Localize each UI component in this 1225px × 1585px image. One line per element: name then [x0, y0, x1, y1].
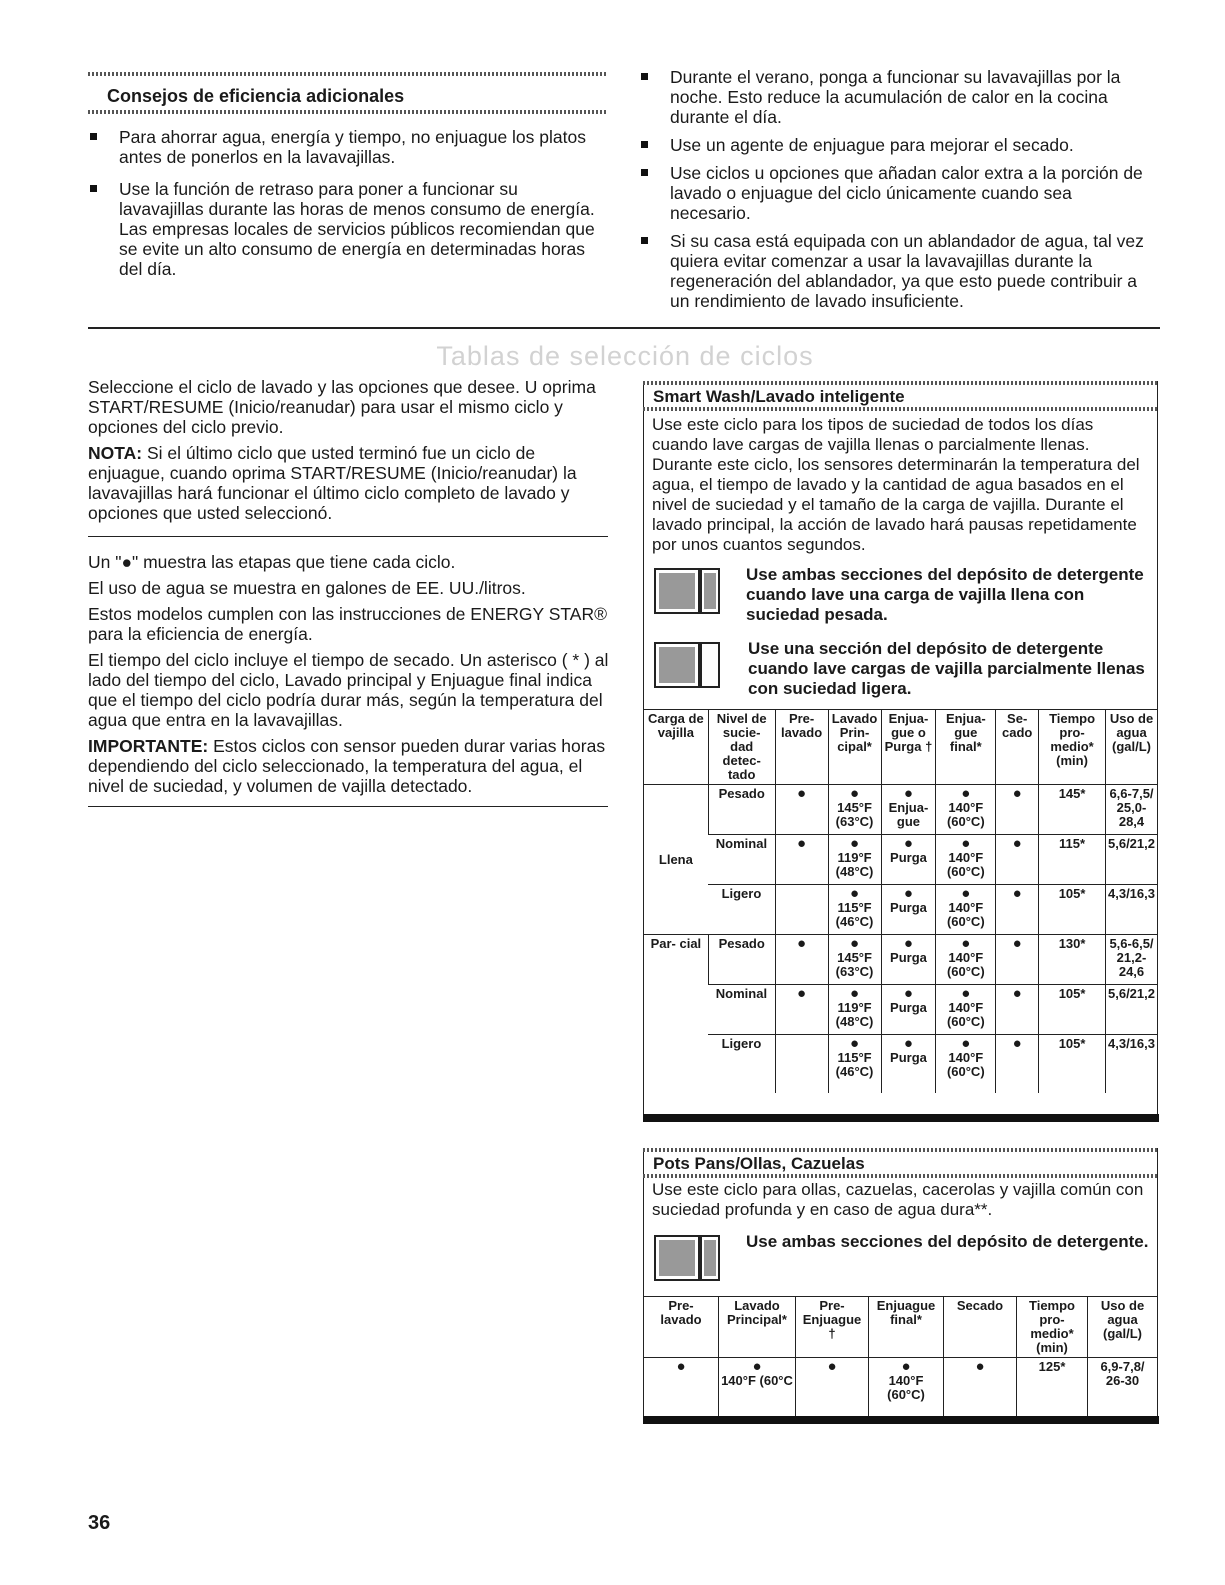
col-header: Tiempo pro- medio* (min) [1017, 1297, 1088, 1358]
cell-level: Ligero [708, 885, 775, 935]
col-header: Pre- lavado [775, 710, 828, 785]
cell-time: 125* [1017, 1358, 1088, 1420]
smart-wash-title: Smart Wash/Lavado inteligente [653, 387, 905, 406]
cell-temp: 119°F (48°C) [835, 850, 874, 879]
nota-paragraph [88, 443, 613, 523]
cell-final [936, 1035, 996, 1093]
cell-water: 6,9-7,8/ 26-30 [1088, 1358, 1158, 1420]
smart-note-1 [644, 555, 1157, 625]
legend-column [88, 552, 613, 802]
smart-wash-table [644, 709, 1157, 1093]
cell-final [936, 985, 996, 1035]
cell-rinse-type: Purga [890, 950, 927, 965]
cell-temp: 115°F (46°C) [835, 1050, 874, 1079]
cell-rinse-type: Purga [890, 1000, 927, 1015]
cell-prewash [775, 885, 828, 935]
important-text: Estos ciclos con sensor pueden durar varias horas dependiendo del ciclo seleccionado, la temperatura del agua, el nivel de suciedad, y volumen de vajilla detectado. [88, 736, 606, 796]
cell-dot: ● [903, 885, 913, 902]
smart-note-2-text: Use una sección del depósito de detergente cuando lave cargas de vajilla parcialmente llenas con suciedad ligera. [748, 639, 1145, 698]
cell-temp: 140°F (60°C) [887, 1373, 925, 1402]
nota-label: NOTA: [88, 443, 143, 463]
tips-right-list [637, 67, 1157, 319]
cell-dot: ● [961, 1035, 971, 1052]
col-header: Uso de agua (gal/L) [1106, 710, 1158, 785]
cell-final [936, 785, 996, 835]
table-row [644, 1035, 1157, 1093]
cell-rinse-type: Purga [890, 850, 927, 865]
cell-dot: ● [903, 935, 913, 952]
table-row [644, 885, 1157, 935]
cell-rinse [881, 885, 936, 935]
detergent-dispenser-both-icon [652, 565, 722, 617]
cell-main [828, 985, 881, 1035]
cell-time: 115* [1039, 835, 1106, 885]
cell-rinse-type: Purga [890, 1050, 927, 1065]
cell-dot: ● [961, 985, 971, 1002]
pots-pans-box [643, 1148, 1158, 1416]
cell-level: Pesado [708, 785, 775, 835]
cell-dot: ● [961, 885, 971, 902]
col-header: Enjuague final* [869, 1297, 944, 1358]
cell-main [828, 935, 881, 985]
group-cell-llena: Llena [658, 851, 693, 867]
cell-prewash: ● [775, 785, 828, 835]
cell-rinse-type: Enjua- gue [888, 800, 929, 829]
cell-dry: ● [996, 885, 1039, 935]
cell-rinse-type: Purga [890, 900, 927, 915]
cell-temp: 140°F (60°C [721, 1373, 793, 1388]
cell-main [828, 1035, 881, 1093]
legend-water-text: El uso de agua se muestra en galones de EE. UU./litros. [88, 578, 526, 598]
col-header: Lavado Principal* [719, 1297, 796, 1358]
table-row [644, 1358, 1157, 1420]
cell-level: Ligero [708, 1035, 775, 1093]
intro-column [88, 377, 613, 529]
cell-water: 5,6/21,2 [1106, 835, 1158, 885]
cell-rinse [881, 985, 936, 1035]
cell-prewash: ● [775, 935, 828, 985]
tips-title-rule-bottom [88, 110, 608, 114]
intro-paragraph: Seleccione el ciclo de lavado y las opciones que desee. U oprima START/RESUME (Inicio/reanudar) para usar el mismo ciclo y opciones del ciclo previo. [88, 377, 596, 437]
cell-temp: 145°F (63°C) [835, 800, 874, 829]
table-row [644, 785, 1157, 835]
cell-level: Nominal [708, 835, 775, 885]
cell-water: 5,6/21,2 [1106, 985, 1158, 1035]
tip-item: Use un agente de enjuague para mejorar el secado. [637, 135, 1157, 155]
section-title: Tablas de selección de ciclos [436, 341, 814, 371]
cell-main [828, 885, 881, 935]
cell-rinse [881, 835, 936, 885]
intro-divider-1 [88, 536, 608, 537]
cell-level: Pesado [708, 935, 775, 985]
group-cell-parcial: Par- cial [644, 935, 708, 1093]
tip-item: Para ahorrar agua, energía y tiempo, no enjuague los platos antes de ponerlos en la lavavajillas. [86, 127, 606, 167]
pots-note [644, 1220, 1157, 1284]
tip-item: Durante el verano, ponga a funcionar su lavavajillas por la noche. Esto reduce la acumulación de calor en la cocina durante el día. [637, 67, 1157, 127]
cell-dot: ● [752, 1358, 762, 1375]
cell-rinse [881, 785, 936, 835]
tip-item: Use la función de retraso para poner a funcionar su lavavajillas durante las horas de menos consumo de energía. Las empresas locales de servicios públicos recomiendan que se evite un alto consumo de energía en determinadas horas del día. [86, 179, 606, 279]
cell-dot: ● [850, 935, 860, 952]
cell-rinse [881, 935, 936, 985]
cell-dot: ● [850, 1035, 860, 1052]
section-divider [88, 327, 1160, 329]
cell-temp: 145°F (63°C) [835, 950, 874, 979]
cell-dot: ● [850, 885, 860, 902]
cell-temp: 140°F (60°C) [946, 1050, 985, 1079]
cell-prewash [775, 1035, 828, 1093]
cell-dot: ● [850, 835, 860, 852]
cell-rinse [881, 1035, 936, 1093]
legend-dot-text: Un "●" muestra las etapas que tiene cada ciclo. [88, 552, 456, 572]
cell-temp: 140°F (60°C) [946, 850, 985, 879]
table-header-row [644, 710, 1157, 785]
cell-dot: ● [961, 935, 971, 952]
cell-temp: 140°F (60°C) [946, 800, 985, 829]
cell-dot: ● [961, 835, 971, 852]
cell-water: 4,3/16,3 [1106, 885, 1158, 935]
cell-temp: 115°F (46°C) [835, 900, 874, 929]
smart-note-1-text: Use ambas secciones del depósito de detergente cuando lave una carga de vajilla llena con suciedad pesada. [746, 565, 1144, 624]
pots-pans-description: Use este ciclo para ollas, cazuelas, cacerolas y vajilla común con suciedad profunda y en caso de agua dura**. [652, 1180, 1144, 1219]
cell-dot: ● [903, 785, 913, 802]
cell-dry: ● [996, 785, 1039, 835]
table-row [644, 935, 1157, 985]
tip-item: Use ciclos u opciones que añadan calor extra a la porción de lavado o enjuague del ciclo únicamente cuando sea necesario. [637, 163, 1157, 223]
col-header: Carga de vajilla [644, 710, 708, 785]
detergent-dispenser-both-icon [652, 1232, 722, 1284]
detergent-dispenser-one-icon [652, 639, 722, 691]
pots-table-bottom-bar [643, 1416, 1159, 1424]
cell-final [869, 1358, 944, 1420]
cell-dot: ● [901, 1358, 911, 1375]
smart-table-bottom-bar [643, 1114, 1159, 1122]
cell-dot: ● [850, 785, 860, 802]
cell-dry: ● [996, 935, 1039, 985]
table-row [644, 985, 1157, 1035]
cell-water: 5,6-6,5/ 21,2-24,6 [1106, 935, 1158, 985]
cell-time: 130* [1039, 935, 1106, 985]
intro-divider-2 [88, 806, 608, 807]
cell-dot: ● [903, 1035, 913, 1052]
pots-pans-table [644, 1296, 1157, 1420]
cell-main [719, 1358, 796, 1420]
table-header-row [644, 1297, 1157, 1358]
col-header: Pre- lavado [644, 1297, 719, 1358]
smart-note-2 [644, 625, 1157, 699]
cell-time: 105* [1039, 985, 1106, 1035]
cell-final [936, 835, 996, 885]
tips-title: Consejos de eficiencia adicionales [107, 86, 405, 106]
cell-dot: ● [961, 785, 971, 802]
cell-final [936, 885, 996, 935]
col-header: Enjua- gue final* [936, 710, 996, 785]
cell-prerinse: ● [796, 1358, 869, 1420]
col-header: Se- cado [996, 710, 1039, 785]
cell-final [936, 935, 996, 985]
cell-level: Nominal [708, 985, 775, 1035]
cell-dot: ● [850, 985, 860, 1002]
cell-temp: 140°F (60°C) [946, 950, 985, 979]
important-paragraph [88, 736, 613, 796]
cell-main [828, 785, 881, 835]
cell-dry: ● [996, 1035, 1039, 1093]
legend-time-text: El tiempo del ciclo incluye el tiempo de secado. Un asterisco ( * ) al lado del tiempo del ciclo, Lavado principal y Enjuague final indica que el tiempo del ciclo podría durar más, según la temperatura del agua que entra en la lavavajillas. [88, 650, 609, 730]
cell-dot: ● [903, 985, 913, 1002]
col-header: Secado [944, 1297, 1017, 1358]
cell-prewash: ● [676, 1358, 686, 1375]
tips-left-list [86, 127, 606, 287]
smart-wash-description: Use este ciclo para los tipos de suciedad de todos los días cuando lave cargas de vajilla llenas o parcialmente llenas. Durante este ciclo, los sensores determinarán la temperatura del agua, el tiempo de lavado y la cantidad de agua basados en el nivel de suciedad y el tamaño de la carga de vajilla. Durante el lavado principal, la acción de lavado hará pausas repetidamente por unos cuantos segundos. [652, 415, 1140, 554]
cell-time: 145* [1039, 785, 1106, 835]
cell-dot: ● [903, 835, 913, 852]
cell-dry: ● [996, 835, 1039, 885]
cell-temp: 119°F (48°C) [835, 1000, 874, 1029]
col-header: Pre- Enjuague † [796, 1297, 869, 1358]
cell-water: 6,6-7,5/ 25,0-28,4 [1106, 785, 1158, 835]
cell-prewash: ● [775, 985, 828, 1035]
col-header: Uso de agua (gal/L) [1088, 1297, 1158, 1358]
col-header: Enjua- gue o Purga † [881, 710, 936, 785]
cell-dry: ● [944, 1358, 1017, 1420]
page-number: 36 [88, 1512, 111, 1534]
cell-dry: ● [996, 985, 1039, 1035]
cell-prewash: ● [775, 835, 828, 885]
cell-temp: 140°F (60°C) [946, 1000, 985, 1029]
cell-time: 105* [1039, 885, 1106, 935]
pots-pans-title: Pots Pans/Ollas, Cazuelas [653, 1154, 865, 1173]
tip-item: Si su casa está equipada con un ablandador de agua, tal vez quiera evitar comenzar a usar la lavavajillas durante la regeneración del ablandador, ya que esto puede contribuir a un rendimiento de lavado insuficiente. [637, 231, 1157, 311]
pots-note-text: Use ambas secciones del depósito de detergente. [746, 1232, 1149, 1251]
cell-main [828, 835, 881, 885]
cell-temp: 140°F (60°C) [946, 900, 985, 929]
col-header: Nivel de sucie- dad detec- tado [708, 710, 775, 785]
tips-title-rule-top [88, 72, 608, 76]
important-label: IMPORTANTE: [88, 736, 209, 756]
col-header: Lavado Prin- cipal* [828, 710, 881, 785]
cell-water: 4,3/16,3 [1106, 1035, 1158, 1093]
smart-wash-box [643, 381, 1158, 1116]
table-row [644, 835, 1157, 885]
col-header: Tiempo pro- medio* (min) [1039, 710, 1106, 785]
nota-text: Si el último ciclo que usted terminó fue un ciclo de enjuague, cuando oprima START/RESUME (Inicio/reanudar) la lavavajillas hará funcionar el último ciclo completo de lavado y opciones que usted seleccionó. [88, 443, 577, 523]
cell-time: 105* [1039, 1035, 1106, 1093]
legend-energy-text: Estos modelos cumplen con las instrucciones de ENERGY STAR® para la eficiencia de energía. [88, 604, 607, 644]
